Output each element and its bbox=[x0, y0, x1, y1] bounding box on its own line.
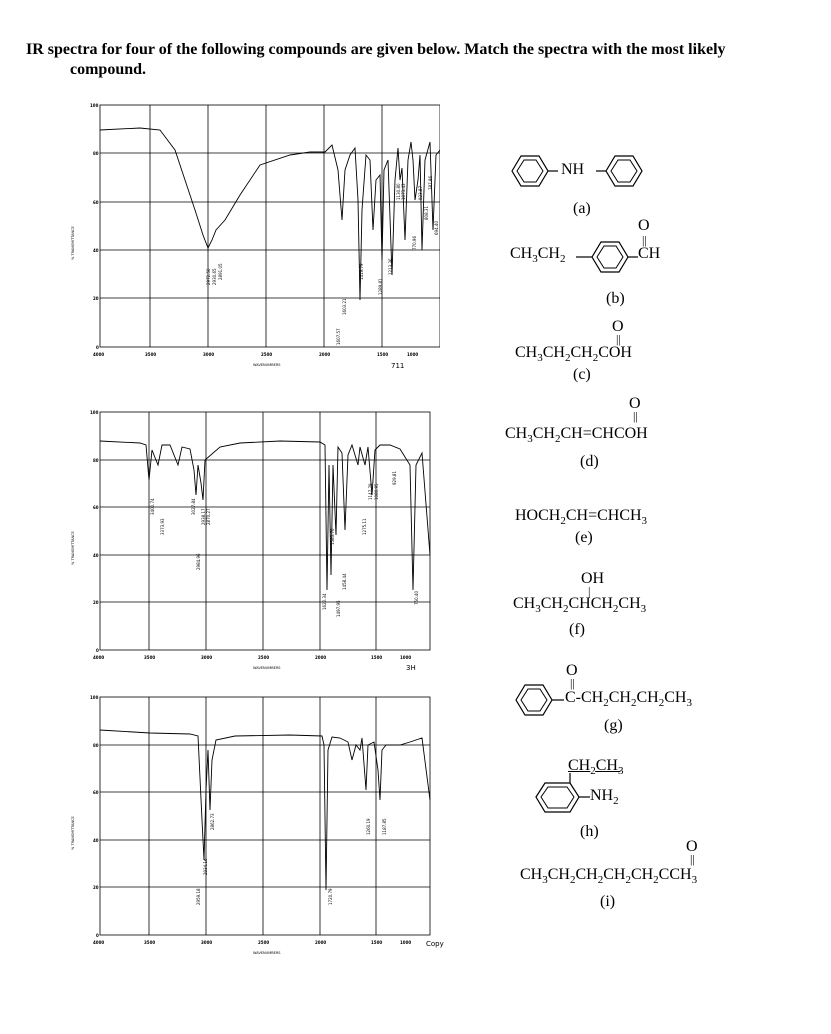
compound-e bbox=[515, 507, 715, 557]
peak-label: 929.81 bbox=[392, 471, 397, 485]
peak-label: 770.96 bbox=[412, 236, 417, 250]
peak-label: 1720.79 bbox=[328, 888, 333, 905]
peak-label: 1147.79 bbox=[368, 483, 373, 500]
double-bond: || bbox=[633, 409, 638, 423]
x-axis-label: WAVENUMBERS bbox=[253, 666, 281, 670]
compound-c bbox=[515, 318, 715, 388]
compound-h bbox=[530, 755, 690, 850]
peak-label: 1622.34 bbox=[322, 593, 327, 610]
y-tick: 100 bbox=[90, 695, 99, 700]
peak-label: 1187.85 bbox=[382, 818, 387, 835]
x-tick: 3000 bbox=[201, 655, 213, 660]
peak-label: 1583.70 bbox=[330, 528, 335, 545]
y-tick: 80 bbox=[93, 458, 99, 463]
peak-label: 2934.16 bbox=[203, 858, 208, 875]
x-tick: 3500 bbox=[145, 352, 157, 357]
ir-spectrum-3-plot bbox=[60, 690, 460, 970]
ir-spectrum-3 bbox=[60, 690, 460, 970]
heading-line-1: IR spectra for four of the following compounds are given below. Match the spectra with the most likely bbox=[26, 41, 726, 58]
compound-i bbox=[520, 838, 760, 918]
ethyl-group: $CH_3CH_2$ bbox=[510, 245, 566, 266]
double-bond: || bbox=[690, 852, 695, 866]
y-tick: 20 bbox=[93, 600, 99, 605]
y-tick: 20 bbox=[93, 296, 99, 301]
y-tick: 0 bbox=[96, 933, 99, 938]
peak-label: 1275.11 bbox=[362, 518, 367, 535]
peak-label: 808.31 bbox=[424, 206, 429, 220]
formula-text: $CH_3CH_2CH=CHCOH$ bbox=[505, 425, 648, 446]
x-tick: 1500 bbox=[377, 352, 389, 357]
carbonyl-oxygen: O bbox=[612, 318, 624, 335]
peak-label: 2930.65 bbox=[212, 268, 217, 285]
x-tick: 3500 bbox=[144, 940, 156, 945]
x-tick: 3500 bbox=[144, 655, 156, 660]
peak-label: 694.40 bbox=[434, 221, 439, 235]
formula-text: $CH_3CH_2CH_2CH_2CH_2CCH_3$ bbox=[520, 866, 698, 887]
x-tick: 1000 bbox=[407, 352, 419, 357]
x-tick: 4000 bbox=[93, 352, 105, 357]
peak-label: 1497.95 bbox=[336, 600, 341, 617]
formula-text: $CH_3CH_2CH_2COH$ bbox=[515, 344, 632, 365]
y-tick: 60 bbox=[93, 200, 99, 205]
heading-line-2: compound. bbox=[70, 61, 147, 78]
y-tick: 0 bbox=[96, 648, 99, 653]
x-tick: 2000 bbox=[319, 352, 331, 357]
hydroxyl-group: OH bbox=[581, 570, 605, 587]
y-tick: 80 bbox=[93, 743, 99, 748]
peak-label: 1458.44 bbox=[342, 573, 347, 590]
y-tick: 40 bbox=[93, 248, 99, 253]
peak-label: 2938.17 bbox=[201, 508, 206, 525]
formula-text: $C-CH_2CH_2CH_2CH_3$ bbox=[565, 689, 692, 710]
peak-label: 2862.73 bbox=[210, 813, 215, 830]
formula-text: $CH_3CH_2CHCH_2CH_3$ bbox=[513, 595, 647, 616]
peak-label: 923.87 bbox=[418, 186, 423, 200]
compound-letter: (a) bbox=[573, 200, 591, 217]
compound-a bbox=[505, 148, 675, 223]
x-tick: 3000 bbox=[201, 940, 213, 945]
carbonyl-oxygen: O bbox=[629, 395, 641, 412]
carbonyl-oxygen: O bbox=[638, 217, 650, 234]
peak-label: 2959.18 bbox=[196, 888, 201, 905]
peak-label: 3373.93 bbox=[160, 518, 165, 535]
x-tick: 1000 bbox=[400, 940, 412, 945]
aldehyde-group: CH bbox=[638, 245, 661, 262]
peak-label: 787.86 bbox=[428, 176, 433, 190]
compound-letter: (f) bbox=[569, 621, 585, 638]
x-tick: 4000 bbox=[93, 655, 105, 660]
y-tick: 80 bbox=[93, 151, 99, 156]
compound-letter: (e) bbox=[575, 529, 593, 546]
carbonyl-oxygen: O bbox=[566, 662, 578, 679]
x-tick: 1000 bbox=[400, 655, 412, 660]
double-bond: || bbox=[570, 676, 575, 690]
compound-letter: (c) bbox=[573, 366, 591, 383]
y-tick: 100 bbox=[90, 103, 99, 108]
ethyl-substituent: $CH_2CH_3$ bbox=[568, 757, 624, 778]
y-tick: 60 bbox=[93, 790, 99, 795]
x-tick: 2000 bbox=[315, 655, 327, 660]
y-tick: 0 bbox=[96, 345, 99, 350]
compound-f bbox=[513, 570, 713, 645]
ir-spectrum-2-plot bbox=[60, 405, 440, 685]
peak-label: 3027.84 bbox=[191, 498, 196, 515]
peak-label: 1130.80 bbox=[396, 183, 401, 200]
ir-spectrum-2 bbox=[60, 405, 440, 685]
peak-label: 1073.43 bbox=[401, 183, 406, 200]
single-bond: | bbox=[588, 584, 591, 598]
x-tick: 2500 bbox=[258, 940, 270, 945]
peak-label: 1080.95 bbox=[374, 483, 379, 500]
formula-text: $HOCH_2CH=CHCH_3$ bbox=[515, 507, 648, 528]
peak-label: 2984.96 bbox=[196, 553, 201, 570]
y-tick: 40 bbox=[93, 838, 99, 843]
compound-letter: (d) bbox=[580, 453, 599, 470]
peak-label: 1607.57 bbox=[336, 328, 341, 345]
x-tick: 3000 bbox=[203, 352, 215, 357]
spectrum-annotation: Copy bbox=[426, 940, 444, 948]
y-axis-label: % TRANSMITTANCE bbox=[71, 531, 75, 565]
compound-d bbox=[505, 395, 705, 475]
double-bond: || bbox=[616, 332, 621, 346]
compound-letter: (b) bbox=[606, 290, 625, 307]
x-tick: 1500 bbox=[371, 655, 383, 660]
peak-label: 2972.56 bbox=[206, 268, 211, 285]
ir-spectrum-1-plot bbox=[60, 100, 440, 390]
x-tick: 2500 bbox=[261, 352, 273, 357]
y-axis-label: % TRANSMITTANCE bbox=[71, 226, 75, 260]
compound-letter: (i) bbox=[600, 893, 616, 910]
spectrum-annotation: 711 bbox=[391, 362, 405, 370]
y-axis-label: % TRANSMITTANCE bbox=[71, 816, 75, 850]
double-bond: || bbox=[642, 233, 647, 247]
y-tick: 60 bbox=[93, 505, 99, 510]
carbonyl-oxygen: O bbox=[686, 838, 698, 855]
compound-letter: (h) bbox=[580, 823, 599, 840]
ir-spectrum-1 bbox=[60, 100, 440, 390]
y-tick: 100 bbox=[90, 410, 99, 415]
x-tick: 2500 bbox=[258, 655, 270, 660]
peak-label: 1419.79 bbox=[359, 263, 364, 280]
peak-label: 2870.27 bbox=[206, 508, 211, 525]
x-tick: 4000 bbox=[93, 940, 105, 945]
peak-label: 1603.21 bbox=[342, 298, 347, 315]
x-axis-label: WAVENUMBERS bbox=[253, 951, 281, 955]
x-tick: 1500 bbox=[371, 940, 383, 945]
peak-label: 1213.36 bbox=[388, 258, 393, 275]
y-tick: 20 bbox=[93, 885, 99, 890]
spectrum-annotation: 3H bbox=[406, 664, 416, 672]
amine-group: NH bbox=[561, 161, 585, 178]
peak-label: 1260.19 bbox=[366, 818, 371, 835]
compound-b bbox=[510, 215, 710, 305]
compound-letter: (g) bbox=[604, 717, 623, 734]
x-tick: 2000 bbox=[315, 940, 327, 945]
amino-group: $NH_2$ bbox=[590, 787, 619, 808]
x-axis-label: WAVENUMBERS bbox=[253, 363, 281, 367]
peak-label: 3400.74 bbox=[150, 498, 155, 515]
peak-label: 2891.05 bbox=[218, 263, 223, 280]
peak-label: 750.40 bbox=[414, 591, 419, 605]
y-tick: 40 bbox=[93, 553, 99, 558]
compound-g bbox=[508, 662, 738, 742]
problem-heading bbox=[26, 40, 816, 80]
peak-label: 1289.81 bbox=[378, 278, 383, 295]
